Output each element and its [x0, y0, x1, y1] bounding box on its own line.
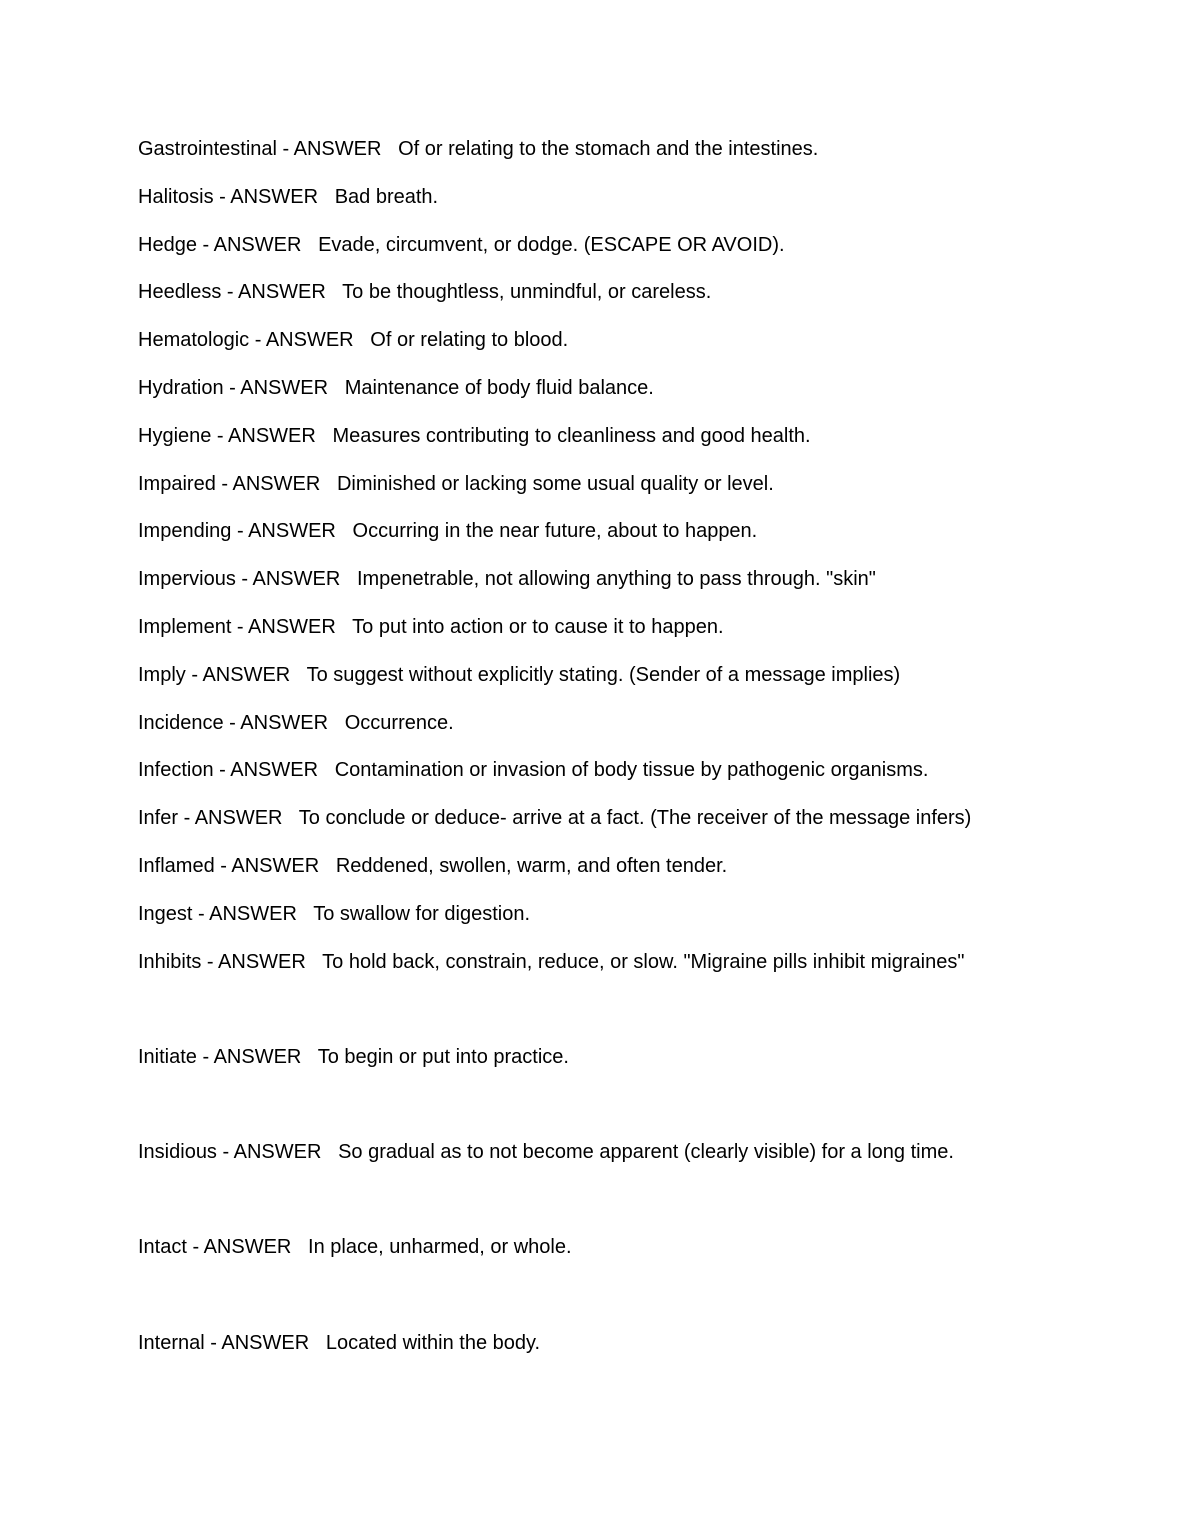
entry-term: Initiate - ANSWER: [138, 1045, 302, 1068]
entry-term: Impending - ANSWER: [138, 520, 336, 543]
entry-term: Heedless - ANSWER: [138, 281, 326, 304]
glossary-entry: [138, 269, 971, 317]
entry-definition: Contamination or invasion of body tissue by pathogenic organisms.: [334, 759, 929, 782]
entry-term: Infer - ANSWER: [138, 807, 283, 830]
entry-term: Implement - ANSWER: [138, 615, 336, 638]
entry-term: Impervious - ANSWER: [138, 568, 341, 591]
glossary-entry: [138, 222, 971, 270]
glossary-entry: [138, 747, 971, 795]
entry-definition: To be thoughtless, unmindful, or careless.: [342, 281, 712, 304]
entry-definition: To swallow for digestion.: [313, 902, 531, 925]
glossary-entry: [138, 939, 971, 987]
entry-term: Hedge - ANSWER: [138, 233, 302, 256]
entry-term: Internal - ANSWER: [138, 1331, 310, 1354]
glossary-entry: [138, 174, 971, 222]
entry-term: Gastrointestinal - ANSWER: [138, 138, 382, 160]
entry-definition: Reddened, swollen, warm, and often tender.: [335, 854, 728, 877]
glossary-entry: [138, 556, 971, 604]
entry-term: Imply - ANSWER: [138, 663, 291, 686]
entry-term: Hematologic - ANSWER: [138, 329, 354, 352]
entry-definition: So gradual as to not become apparent (clearly visible) for a long time.: [338, 1141, 954, 1164]
glossary-entry: [138, 1034, 971, 1082]
glossary-entry: [138, 843, 971, 891]
entry-term: Incidence - ANSWER: [138, 711, 329, 734]
glossary-entry: [138, 604, 971, 652]
entry-definition: In place, unharmed, or whole.: [308, 1236, 572, 1259]
document-body: [138, 126, 971, 1368]
entry-definition: Occurring in the near future, about to happen.: [352, 520, 758, 543]
entry-term: Ingest - ANSWER: [138, 902, 297, 925]
entry-definition: Impenetrable, not allowing anything to pass through. "skin": [356, 568, 876, 591]
glossary-entry: [138, 461, 971, 509]
entry-definition: To hold back, constrain, reduce, or slow. "Migraine pills inhibit migraines": [322, 950, 965, 973]
entry-definition: Of or relating to blood.: [370, 329, 569, 352]
entry-term: Insidious - ANSWER: [138, 1141, 322, 1164]
glossary-entry: [138, 1129, 971, 1177]
entry-definition: Evade, circumvent, or dodge. (ESCAPE OR AVOID).: [318, 233, 785, 256]
entry-definition: To conclude or deduce- arrive at a fact. (The receiver of the message infers): [298, 807, 972, 830]
entry-definition: Bad breath.: [334, 185, 439, 208]
glossary-entry: [138, 413, 971, 461]
entry-term: Inhibits - ANSWER: [138, 950, 306, 973]
glossary-entry: [138, 317, 971, 365]
glossary-entry: [138, 891, 971, 939]
entry-term: Halitosis - ANSWER: [138, 185, 319, 208]
glossary-entry: [138, 365, 971, 413]
glossary-entry: [138, 1320, 971, 1368]
entry-definition: Located within the body.: [325, 1331, 541, 1354]
entry-term: Hygiene - ANSWER: [138, 424, 316, 447]
glossary-entry: [138, 700, 971, 748]
entry-term: Hydration - ANSWER: [138, 376, 329, 399]
entry-definition: Measures contributing to cleanliness and good health.: [332, 424, 811, 447]
entry-definition: To suggest without explicitly stating. (Sender of a message implies): [306, 663, 901, 686]
glossary-entry: [138, 126, 971, 174]
entry-definition: To begin or put into practice.: [317, 1045, 569, 1068]
entry-term: Inflamed - ANSWER: [138, 854, 320, 877]
entry-term: Impaired - ANSWER: [138, 472, 321, 495]
entry-definition: Diminished or lacking some usual quality or level.: [336, 472, 774, 495]
entry-definition: Maintenance of body fluid balance.: [344, 376, 654, 399]
entry-term: Infection - ANSWER: [138, 759, 319, 782]
glossary-entry: [138, 1224, 971, 1272]
entry-term: Intact - ANSWER: [138, 1236, 292, 1259]
entry-definition: Of or relating to the stomach and the intestines.: [398, 138, 819, 160]
glossary-entry: [138, 508, 971, 556]
glossary-entry: [138, 795, 971, 843]
glossary-entry: [138, 652, 971, 700]
entry-definition: To put into action or to cause it to happen.: [352, 615, 724, 638]
entry-definition: Occurrence.: [344, 711, 454, 734]
